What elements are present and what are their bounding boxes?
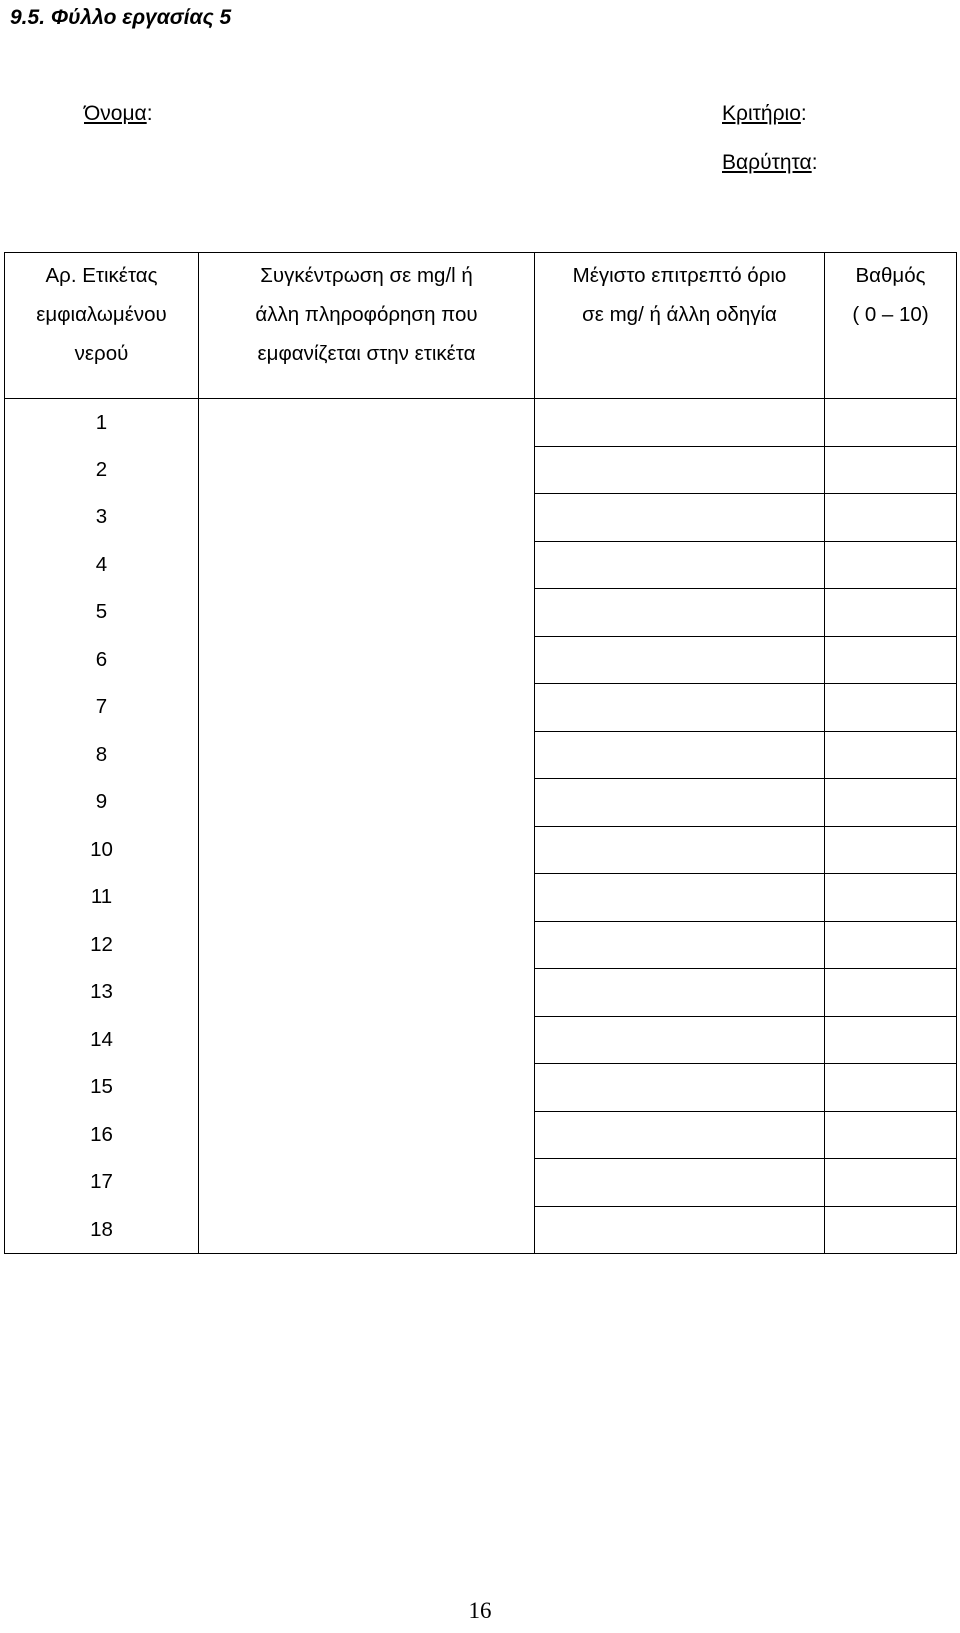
concentration-cell[interactable] (199, 779, 535, 827)
row-number-cell: 7 (5, 684, 199, 732)
grade-cell[interactable] (825, 1111, 957, 1159)
worksheet-table (4, 252, 957, 1254)
header-grade (825, 253, 957, 399)
grade-cell[interactable] (825, 1206, 957, 1254)
header-line: εμφιαλωμένου (36, 303, 167, 326)
header-line: Μέγιστο επιτρεπτό όριο (572, 264, 787, 287)
table-row (5, 731, 957, 779)
row-number-cell: 8 (5, 731, 199, 779)
row-number-cell: 1 (5, 399, 199, 447)
row-number-cell: 3 (5, 494, 199, 542)
table-row (5, 1111, 957, 1159)
concentration-cell[interactable] (199, 826, 535, 874)
header-line: Συγκέντρωση σε mg/l ή (260, 264, 473, 287)
grade-cell[interactable] (825, 399, 957, 447)
table-row (5, 921, 957, 969)
concentration-cell[interactable] (199, 731, 535, 779)
criterion-label: Κριτήριο (722, 102, 801, 125)
grade-cell[interactable] (825, 494, 957, 542)
concentration-cell[interactable] (199, 399, 535, 447)
criterion-field (722, 100, 807, 128)
row-number-cell: 11 (5, 874, 199, 922)
max-limit-cell[interactable] (535, 684, 825, 732)
max-limit-cell[interactable] (535, 636, 825, 684)
concentration-cell[interactable] (199, 1016, 535, 1064)
header-line: σε mg/ ή άλλη οδηγία (582, 303, 777, 326)
table-row (5, 779, 957, 827)
table-row (5, 589, 957, 637)
grade-cell[interactable] (825, 779, 957, 827)
row-number-cell: 15 (5, 1064, 199, 1112)
max-limit-cell[interactable] (535, 731, 825, 779)
concentration-cell[interactable] (199, 1064, 535, 1112)
table-row (5, 826, 957, 874)
table-header-row (5, 253, 957, 399)
name-colon: : (146, 102, 153, 125)
max-limit-cell[interactable] (535, 921, 825, 969)
grade-cell[interactable] (825, 969, 957, 1017)
row-number-cell: 16 (5, 1111, 199, 1159)
header-line: εμφανίζεται στην ετικέτα (257, 342, 476, 365)
weight-colon: : (811, 151, 818, 174)
header-line: Βαθμός (855, 264, 926, 287)
grade-cell[interactable] (825, 1159, 957, 1207)
row-number-cell: 6 (5, 636, 199, 684)
grade-cell[interactable] (825, 1064, 957, 1112)
row-number-cell: 10 (5, 826, 199, 874)
header-line: ( 0 – 10) (852, 303, 929, 326)
row-number-cell: 5 (5, 589, 199, 637)
header-label-number (5, 253, 199, 399)
row-number-cell: 2 (5, 446, 199, 494)
row-number-cell: 18 (5, 1206, 199, 1254)
max-limit-cell[interactable] (535, 779, 825, 827)
concentration-cell[interactable] (199, 636, 535, 684)
max-limit-cell[interactable] (535, 1159, 825, 1207)
table-row (5, 684, 957, 732)
grade-cell[interactable] (825, 826, 957, 874)
concentration-cell[interactable] (199, 1111, 535, 1159)
concentration-cell[interactable] (199, 921, 535, 969)
table-row (5, 874, 957, 922)
row-number-cell: 12 (5, 921, 199, 969)
max-limit-cell[interactable] (535, 589, 825, 637)
grade-cell[interactable] (825, 1016, 957, 1064)
max-limit-cell[interactable] (535, 826, 825, 874)
grade-cell[interactable] (825, 731, 957, 779)
header-line: άλλη πληροφόρηση που (255, 303, 478, 326)
concentration-cell[interactable] (199, 1159, 535, 1207)
row-number-cell: 9 (5, 779, 199, 827)
table-row (5, 1206, 957, 1254)
weight-field (722, 149, 818, 177)
row-number-cell: 13 (5, 969, 199, 1017)
table-row (5, 541, 957, 589)
row-number-cell: 4 (5, 541, 199, 589)
table-row (5, 1064, 957, 1112)
table-row (5, 494, 957, 542)
table-row (5, 969, 957, 1017)
grade-cell[interactable] (825, 921, 957, 969)
name-label: Όνομα (84, 102, 147, 125)
grade-cell[interactable] (825, 446, 957, 494)
concentration-cell[interactable] (199, 446, 535, 494)
row-number-cell: 14 (5, 1016, 199, 1064)
table-row (5, 399, 957, 447)
max-limit-cell[interactable] (535, 399, 825, 447)
table-row (5, 1159, 957, 1207)
concentration-cell[interactable] (199, 541, 535, 589)
max-limit-cell[interactable] (535, 446, 825, 494)
grade-cell[interactable] (825, 589, 957, 637)
max-limit-cell[interactable] (535, 874, 825, 922)
header-line: Αρ. Ετικέτας (45, 264, 158, 287)
concentration-cell[interactable] (199, 1206, 535, 1254)
concentration-cell[interactable] (199, 874, 535, 922)
max-limit-cell[interactable] (535, 1206, 825, 1254)
concentration-cell[interactable] (199, 969, 535, 1017)
concentration-cell[interactable] (199, 589, 535, 637)
name-field (84, 100, 153, 128)
max-limit-cell[interactable] (535, 969, 825, 1017)
table-row (5, 446, 957, 494)
max-limit-cell[interactable] (535, 1016, 825, 1064)
concentration-cell[interactable] (199, 684, 535, 732)
max-limit-cell[interactable] (535, 1111, 825, 1159)
grade-cell[interactable] (825, 684, 957, 732)
table-row (5, 636, 957, 684)
grade-cell[interactable] (825, 874, 957, 922)
criterion-colon: : (800, 102, 807, 125)
max-limit-cell[interactable] (535, 1064, 825, 1112)
header-concentration (199, 253, 535, 399)
weight-label: Βαρύτητα (722, 151, 812, 174)
grade-cell[interactable] (825, 636, 957, 684)
page-number: 16 (468, 1598, 492, 1623)
table-row (5, 1016, 957, 1064)
concentration-cell[interactable] (199, 494, 535, 542)
header-max-limit (535, 253, 825, 399)
header-line: νερού (74, 342, 129, 365)
grade-cell[interactable] (825, 541, 957, 589)
max-limit-cell[interactable] (535, 494, 825, 542)
max-limit-cell[interactable] (535, 541, 825, 589)
worksheet-heading: 9.5. Φύλλο εργασίας 5 (10, 6, 232, 29)
row-number-cell: 17 (5, 1159, 199, 1207)
